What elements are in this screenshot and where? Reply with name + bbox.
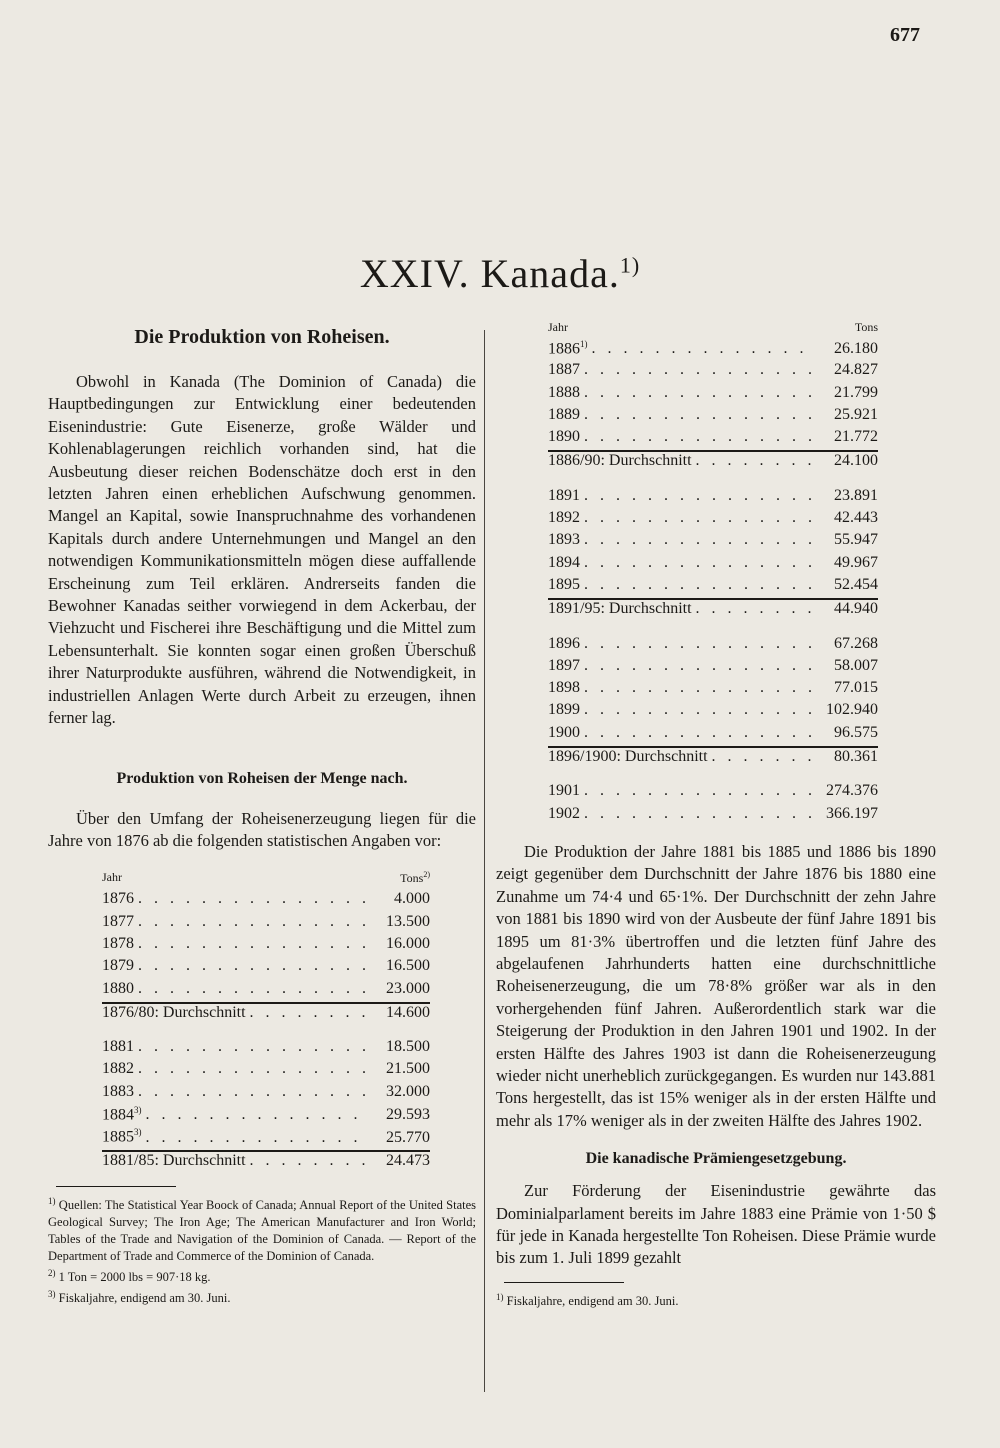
table-row <box>548 384 878 406</box>
tons-cell: 26.180 <box>834 340 878 358</box>
year-cell: 1883 <box>102 1082 134 1100</box>
tons-cell: 55.947 <box>834 531 878 549</box>
table-row <box>548 554 878 576</box>
tons-cell: 77.015 <box>834 679 878 697</box>
average-row <box>548 450 878 474</box>
leader-dots <box>584 576 814 594</box>
leader-dots <box>146 1106 367 1124</box>
left-column <box>48 326 476 1307</box>
table-row <box>548 635 878 657</box>
year-cell: 1897 <box>548 656 580 674</box>
table-row <box>102 957 430 979</box>
leader-dots <box>138 980 366 998</box>
leader-dots <box>696 452 814 470</box>
tons-cell: 18.500 <box>386 1038 430 1056</box>
table-header-tons: Tons$^{2)}$ <box>400 870 430 886</box>
average-row <box>548 598 878 622</box>
table-row <box>548 657 878 679</box>
premium-paragraph: Zur Förderung der Eisenindustrie gewährte das Dominialparlament bereits im Jahre 1883 eine Prämie von 1·50 $ für jede in Kanada hergestellte Ton Roheisen. Diese Prämie wurde bis zum 1. Juli 1899 gezahlt <box>496 1181 936 1268</box>
table-header-year: Jahr <box>548 320 568 334</box>
table-row <box>548 701 878 723</box>
table-header-tons: Tons <box>854 320 878 334</box>
year-cell: 1880 <box>102 979 134 997</box>
leader-dots <box>138 1038 366 1056</box>
average-tons: 80.361 <box>834 748 878 766</box>
table-row <box>548 724 878 746</box>
average-tons: 24.473 <box>386 1151 430 1169</box>
section-heading: Die Produktion von Roheisen. <box>134 326 390 348</box>
tons-cell: 58.007 <box>834 656 878 674</box>
leader-dots <box>138 890 366 908</box>
table-header-year: Jahr <box>102 870 122 885</box>
table-row <box>548 576 878 598</box>
average-row <box>102 1150 430 1174</box>
average-row <box>548 746 878 770</box>
title-footnote-mark: 1) <box>619 252 641 278</box>
year-cell: 1896 <box>548 634 580 652</box>
year-cell: 1892 <box>548 509 580 527</box>
year-cell: 1885$^{3)}$ <box>102 1127 142 1146</box>
footnote-rule <box>504 1282 624 1283</box>
leader-dots <box>712 748 814 766</box>
year-cell: 1893 <box>548 531 580 549</box>
table-row <box>102 913 430 935</box>
leader-dots <box>584 657 814 675</box>
leader-dots <box>584 531 814 549</box>
leader-dots <box>584 679 814 697</box>
leader-dots <box>584 487 814 505</box>
footnote-rule <box>56 1186 176 1187</box>
tons-cell: 21.772 <box>834 428 878 446</box>
table-row <box>548 679 878 701</box>
average-label: 1886/90: Durchschnitt <box>548 452 692 470</box>
average-label: 1881/85: Durchschnitt <box>102 1151 246 1169</box>
average-row <box>102 1002 430 1026</box>
leader-dots <box>250 1152 366 1170</box>
page-number: 677 <box>890 24 920 46</box>
leader-dots <box>250 1004 366 1022</box>
tons-cell: 16.500 <box>386 957 430 975</box>
leader-dots <box>584 782 814 800</box>
leader-dots <box>584 361 814 379</box>
leader-dots <box>592 340 815 358</box>
table-row <box>102 935 430 957</box>
table-row <box>102 890 430 912</box>
year-cell: 1891 <box>548 486 580 504</box>
year-cell: 1879 <box>102 957 134 975</box>
year-cell: 1878 <box>102 934 134 952</box>
table-row <box>102 1038 430 1060</box>
footnotes-right <box>496 1289 936 1310</box>
statistics-paragraph: Über den Umfang der Roheisenerzeugung liegen für die Jahre von 1876 ab die folgenden statistischen Angaben vor: <box>48 808 476 850</box>
table-row <box>548 509 878 531</box>
year-cell: 1900 <box>548 723 580 741</box>
tons-cell: 32.000 <box>386 1082 430 1100</box>
average-label: 1876/80: Durchschnitt <box>102 1003 246 1021</box>
tons-cell: 96.575 <box>834 723 878 741</box>
year-cell: 1881 <box>102 1038 134 1056</box>
leader-dots <box>584 701 814 719</box>
year-cell: 1884$^{3)}$ <box>102 1104 142 1124</box>
tons-cell: 52.454 <box>834 575 878 593</box>
table-row <box>548 487 878 509</box>
year-cell: 1882 <box>102 1060 134 1078</box>
year-cell: 1895 <box>548 575 580 593</box>
leader-dots <box>584 724 814 742</box>
analysis-paragraph: Die Produktion der Jahre 1881 bis 1885 und 1886 bis 1890 zeigt gegenüber dem Durchschnitt der Jahre 1876 bis 1880 eine Zunahme um 74·4 und 65·1%. Der Durchschnitt der zehn Jahre von 1881 bis 1890 wird von der Ausbeute der fünf Jahre 1891 bis 1895 um 81·3% übertroffen und die letzten fünf Jahre des abgelaufenen Jahrhunderts hatten eine durchschnittliche Roheisenerzeugung, die um 78·8% größer war als in den vorhergehenden fünf Jahren. Außerordentlich stark war die Steigerung der Produktion in den Jahren 1901 und 1902. In der ersten Hälfte des Jahres 1903 ist dann die Roheisenerzeugung wieder nicht unerheblich zurückgegangen. Es wurden nur 143.881 Tons hergestellt, das ist 15% weniger als in der ersten Hälfte und mehr als 17% weniger als in der zweiten Hälfte des Jahres 1902. <box>496 841 936 1130</box>
average-label: 1896/1900: Durchschnitt <box>548 748 708 766</box>
tons-cell: 274.376 <box>826 782 878 800</box>
table-row <box>102 1083 430 1105</box>
average-tons: 14.600 <box>386 1003 430 1021</box>
footnote: $^{2)}$ 1 Ton = 2000 lbs = 907·18 kg. <box>48 1268 211 1285</box>
tons-cell: 21.799 <box>834 383 878 401</box>
year-cell: 1899 <box>548 701 580 719</box>
page-title <box>0 250 1000 297</box>
tons-cell: 16.000 <box>386 934 430 952</box>
tons-cell: 21.500 <box>386 1060 430 1078</box>
average-tons: 24.100 <box>834 452 878 470</box>
tons-cell: 23.000 <box>386 979 430 997</box>
year-cell: 1888 <box>548 383 580 401</box>
table-row <box>548 428 878 450</box>
year-cell: 1898 <box>548 679 580 697</box>
tons-cell: 25.921 <box>834 405 878 423</box>
subheading-premium: Die kanadische Prämiengesetzgebung. <box>585 1150 847 1168</box>
leader-dots <box>584 805 814 823</box>
leader-dots <box>146 1129 367 1147</box>
table-row <box>102 1060 430 1082</box>
year-cell: 1886$^{1)}$ <box>548 339 588 358</box>
tons-cell: 13.500 <box>386 912 430 930</box>
leader-dots <box>138 957 366 975</box>
average-label: 1891/95: Durchschnitt <box>548 600 692 618</box>
tons-cell: 366.197 <box>826 804 878 822</box>
leader-dots <box>138 1083 366 1101</box>
table-row <box>548 361 878 383</box>
tons-cell: 4.000 <box>394 890 430 908</box>
subheading-production: Produktion von Roheisen der Menge nach. <box>116 769 408 787</box>
title-text: XXIV. Kanada. <box>359 251 620 296</box>
leader-dots <box>584 554 814 572</box>
table-row <box>102 980 430 1002</box>
table-row <box>102 1105 430 1127</box>
footnote: $^{3)}$ Fiskaljahre, endigend am 30. Juni. <box>48 1289 231 1306</box>
tons-cell: 67.268 <box>834 634 878 652</box>
year-cell: 1890 <box>548 428 580 446</box>
leader-dots <box>584 635 814 653</box>
leader-dots <box>138 913 366 931</box>
table-row <box>102 1127 430 1149</box>
table-row <box>548 805 878 827</box>
tons-cell: 23.891 <box>834 486 878 504</box>
tons-cell: 42.443 <box>834 509 878 527</box>
footnote: $^{1)}$ Quellen: The Statistical Year Boock of Canada; Annual Report of the United States Geological Survey; The Iron Age; The American Manufacturer and Iron World; Tables of the Trade and Navigation of the Dominion of Canada. — Report of the Department of Trade and Commerce of the Dominion of Canada. <box>48 1195 477 1264</box>
table-row <box>548 531 878 553</box>
average-tons: 44.940 <box>834 600 878 618</box>
table-row <box>548 782 878 804</box>
leader-dots <box>584 384 814 402</box>
tons-cell: 24.827 <box>834 361 878 379</box>
year-cell: 1901 <box>548 782 580 800</box>
year-cell: 1876 <box>102 890 134 908</box>
footnote: $^{1)}$ Fiskaljahre, endigend am 30. Juni. <box>496 1291 679 1308</box>
year-cell: 1877 <box>102 912 134 930</box>
tons-cell: 29.593 <box>386 1106 430 1124</box>
table-row <box>548 339 878 361</box>
year-cell: 1894 <box>548 553 580 571</box>
tons-cell: 25.770 <box>386 1128 430 1146</box>
year-cell: 1902 <box>548 804 580 822</box>
production-table-left <box>102 870 430 1174</box>
intro-paragraph: Obwohl in Kanada (The Dominion of Canada) die Hauptbedingungen zur Entwicklung einer bedeutenden Eisenindustrie: Gute Eisenerze, große Wälder und Kohlenablagerungen reichlich vorhanden sind, hat die Ausbeutung dieser reichen Bodenschätze doch erst in den letzten Jahren einen erheblichen Aufschwung genommen. Mangel an Kapital, sowie Inanspruchnahme des vorhandenen Kapitals durch andere Unternehmungen und Mangel an den notwendigen Kommunikationsmitteln mögen diese auffallende Erscheinung zum Teil erklären. Andrerseits fanden die Bewohner Kanadas seither vorwiegend in dem Ackerbau, der Viehzucht und Fischerei ihre Beschäftigung und die Mittel zum Lebensunterhalt. Sie konnten sogar einen großen Überschuß ihrer Naturprodukte ausführen, während die Notwendigkeit, in industriellen Anlagen Werte durch Arbeit zu erzeugen, ihnen ferner lag. <box>48 372 476 728</box>
leader-dots <box>138 935 366 953</box>
production-table-right <box>548 320 878 827</box>
year-cell: 1889 <box>548 405 580 423</box>
table-row <box>548 406 878 428</box>
leader-dots <box>696 600 814 618</box>
leader-dots <box>584 406 814 424</box>
year-cell: 1887 <box>548 361 580 379</box>
tons-cell: 49.967 <box>834 553 878 571</box>
column-divider <box>484 330 485 1392</box>
tons-cell: 102.940 <box>826 701 878 719</box>
leader-dots <box>584 509 814 527</box>
leader-dots <box>584 428 814 446</box>
right-column <box>496 320 936 1310</box>
footnotes-left <box>48 1193 476 1307</box>
leader-dots <box>138 1060 366 1078</box>
